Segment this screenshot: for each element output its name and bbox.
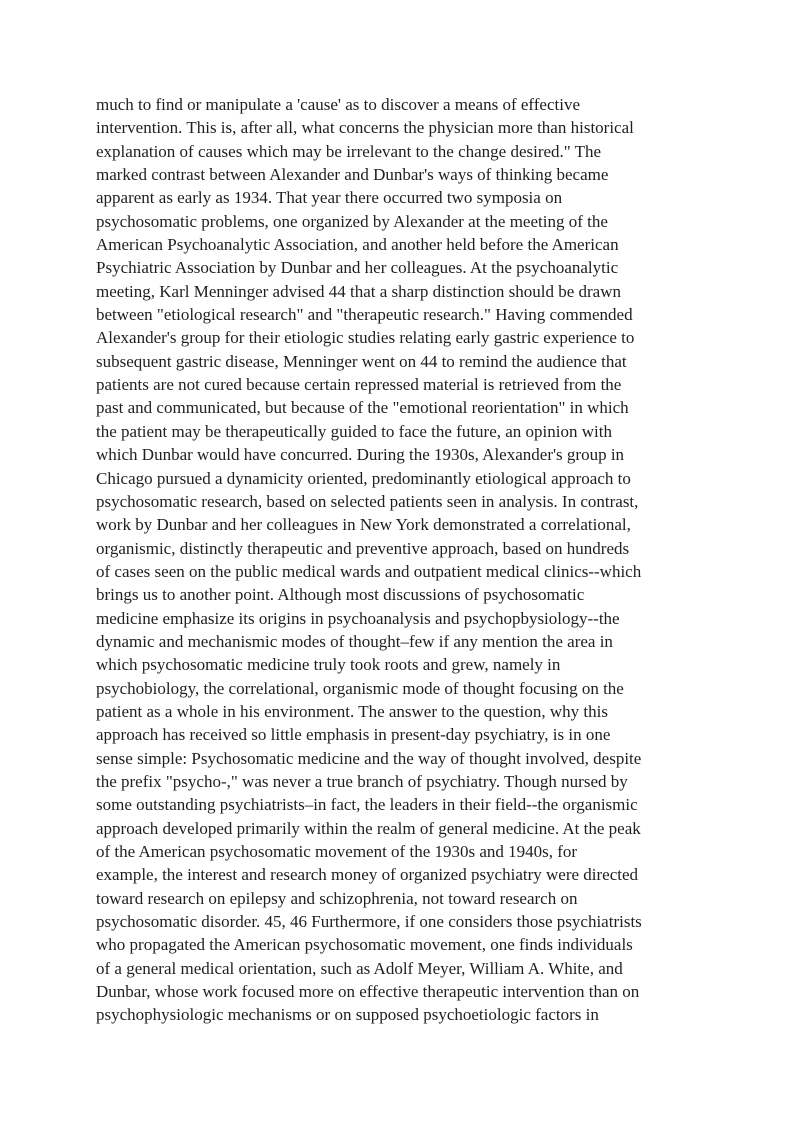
- text-line: dynamic and mechanismic modes of thought–few if any mention the area in: [96, 631, 613, 651]
- text-line: between "etiological research" and "therapeutic research." Having commended: [96, 305, 633, 325]
- text-line: organismic, distinctly therapeutic and preventive approach, based on hundreds: [96, 538, 630, 558]
- text-line: psychosomatic problems, one organized by Alexander at the meeting of the: [96, 211, 608, 231]
- text-line: patients are not cured because certain repressed material is retrieved from the: [96, 375, 622, 395]
- text-line: much to find or manipulate a 'cause' as to discover a means of effective: [96, 95, 580, 114]
- text-line: of the American psychosomatic movement of the 1930s and 1940s, for: [96, 842, 578, 861]
- text-line: work by Dunbar and her colleagues in New York demonstrated a correlational,: [96, 515, 631, 535]
- text-line: the prefix "psycho-," was never a true branch of psychiatry. Though nursed by: [96, 771, 628, 791]
- text-line: meeting, Karl Menninger advised 44 that a sharp distinction should be drawn: [96, 281, 621, 301]
- text-line: which psychosomatic medicine truly took roots and grew, namely in: [96, 655, 561, 675]
- text-line: explanation of causes which may be irrelevant to the change desired." The: [96, 141, 602, 161]
- text-line: some outstanding psychiatrists–in fact, the leaders in their field--the organismic: [96, 795, 638, 815]
- text-line: patient as a whole in his environment. The answer to the question, why this: [96, 701, 608, 721]
- text-line: example, the interest and research money of organized psychiatry were directed: [96, 865, 639, 885]
- text-line: past and communicated, but because of the "emotional reorientation" in which: [96, 398, 629, 418]
- text-line: marked contrast between Alexander and Dunbar's ways of thinking became: [96, 165, 609, 185]
- body-text: [96, 93, 712, 1027]
- text-line: apparent as early as 1934. That year there occurred two symposia on: [96, 188, 563, 208]
- text-line: intervention. This is, after all, what concerns the physician more than historical: [96, 118, 634, 138]
- text-line: which Dunbar would have concurred. During the 1930s, Alexander's group in: [96, 445, 625, 465]
- text-line: psychosomatic research, based on selected patients seen in analysis. In contrast,: [96, 491, 639, 511]
- text-line: approach has received so little emphasis in present-day psychiatry, is in one: [96, 725, 611, 745]
- text-line: Alexander's group for their etiologic studies relating early gastric experience to: [96, 328, 635, 348]
- text-line: toward research on epilepsy and schizophrenia, not toward research on: [96, 888, 578, 908]
- text-line: of a general medical orientation, such as Adolf Meyer, William A. White, and: [96, 958, 623, 978]
- text-line: American Psychoanalytic Association, and another held before the American: [96, 235, 619, 255]
- text-line: Psychiatric Association by Dunbar and her colleagues. At the psychoanalytic: [96, 258, 619, 278]
- text-line: the patient may be therapeutically guided to face the future, an opinion with: [96, 421, 612, 441]
- text-line: subsequent gastric disease, Menninger went on 44 to remind the audience that: [96, 351, 627, 371]
- text-line: who propagated the American psychosomatic movement, one finds individuals: [96, 935, 633, 955]
- text-line: approach developed primarily within the realm of general medicine. At the peak: [96, 818, 641, 838]
- text-line: brings us to another point. Although most discussions of psychosomatic: [96, 585, 585, 605]
- text-line: of cases seen on the public medical wards and outpatient medical clinics--which: [96, 561, 642, 581]
- text-line: psychophysiologic mechanisms or on supposed psychoetiologic factors in: [96, 1005, 599, 1025]
- text-line: psychobiology, the correlational, organismic mode of thought focusing on the: [96, 678, 624, 698]
- text-line: medicine emphasize its origins in psychoanalysis and psychopbysiology--the: [96, 608, 620, 628]
- text-line: Chicago pursued a dynamicity oriented, predominantly etiological approach to: [96, 468, 631, 488]
- text-line: sense simple: Psychosomatic medicine and the way of thought involved, despite: [96, 748, 642, 768]
- text-line: psychosomatic disorder. 45, 46 Furthermore, if one considers those psychiatrists: [96, 912, 642, 932]
- text-line: Dunbar, whose work focused more on effective therapeutic intervention than on: [96, 982, 640, 1002]
